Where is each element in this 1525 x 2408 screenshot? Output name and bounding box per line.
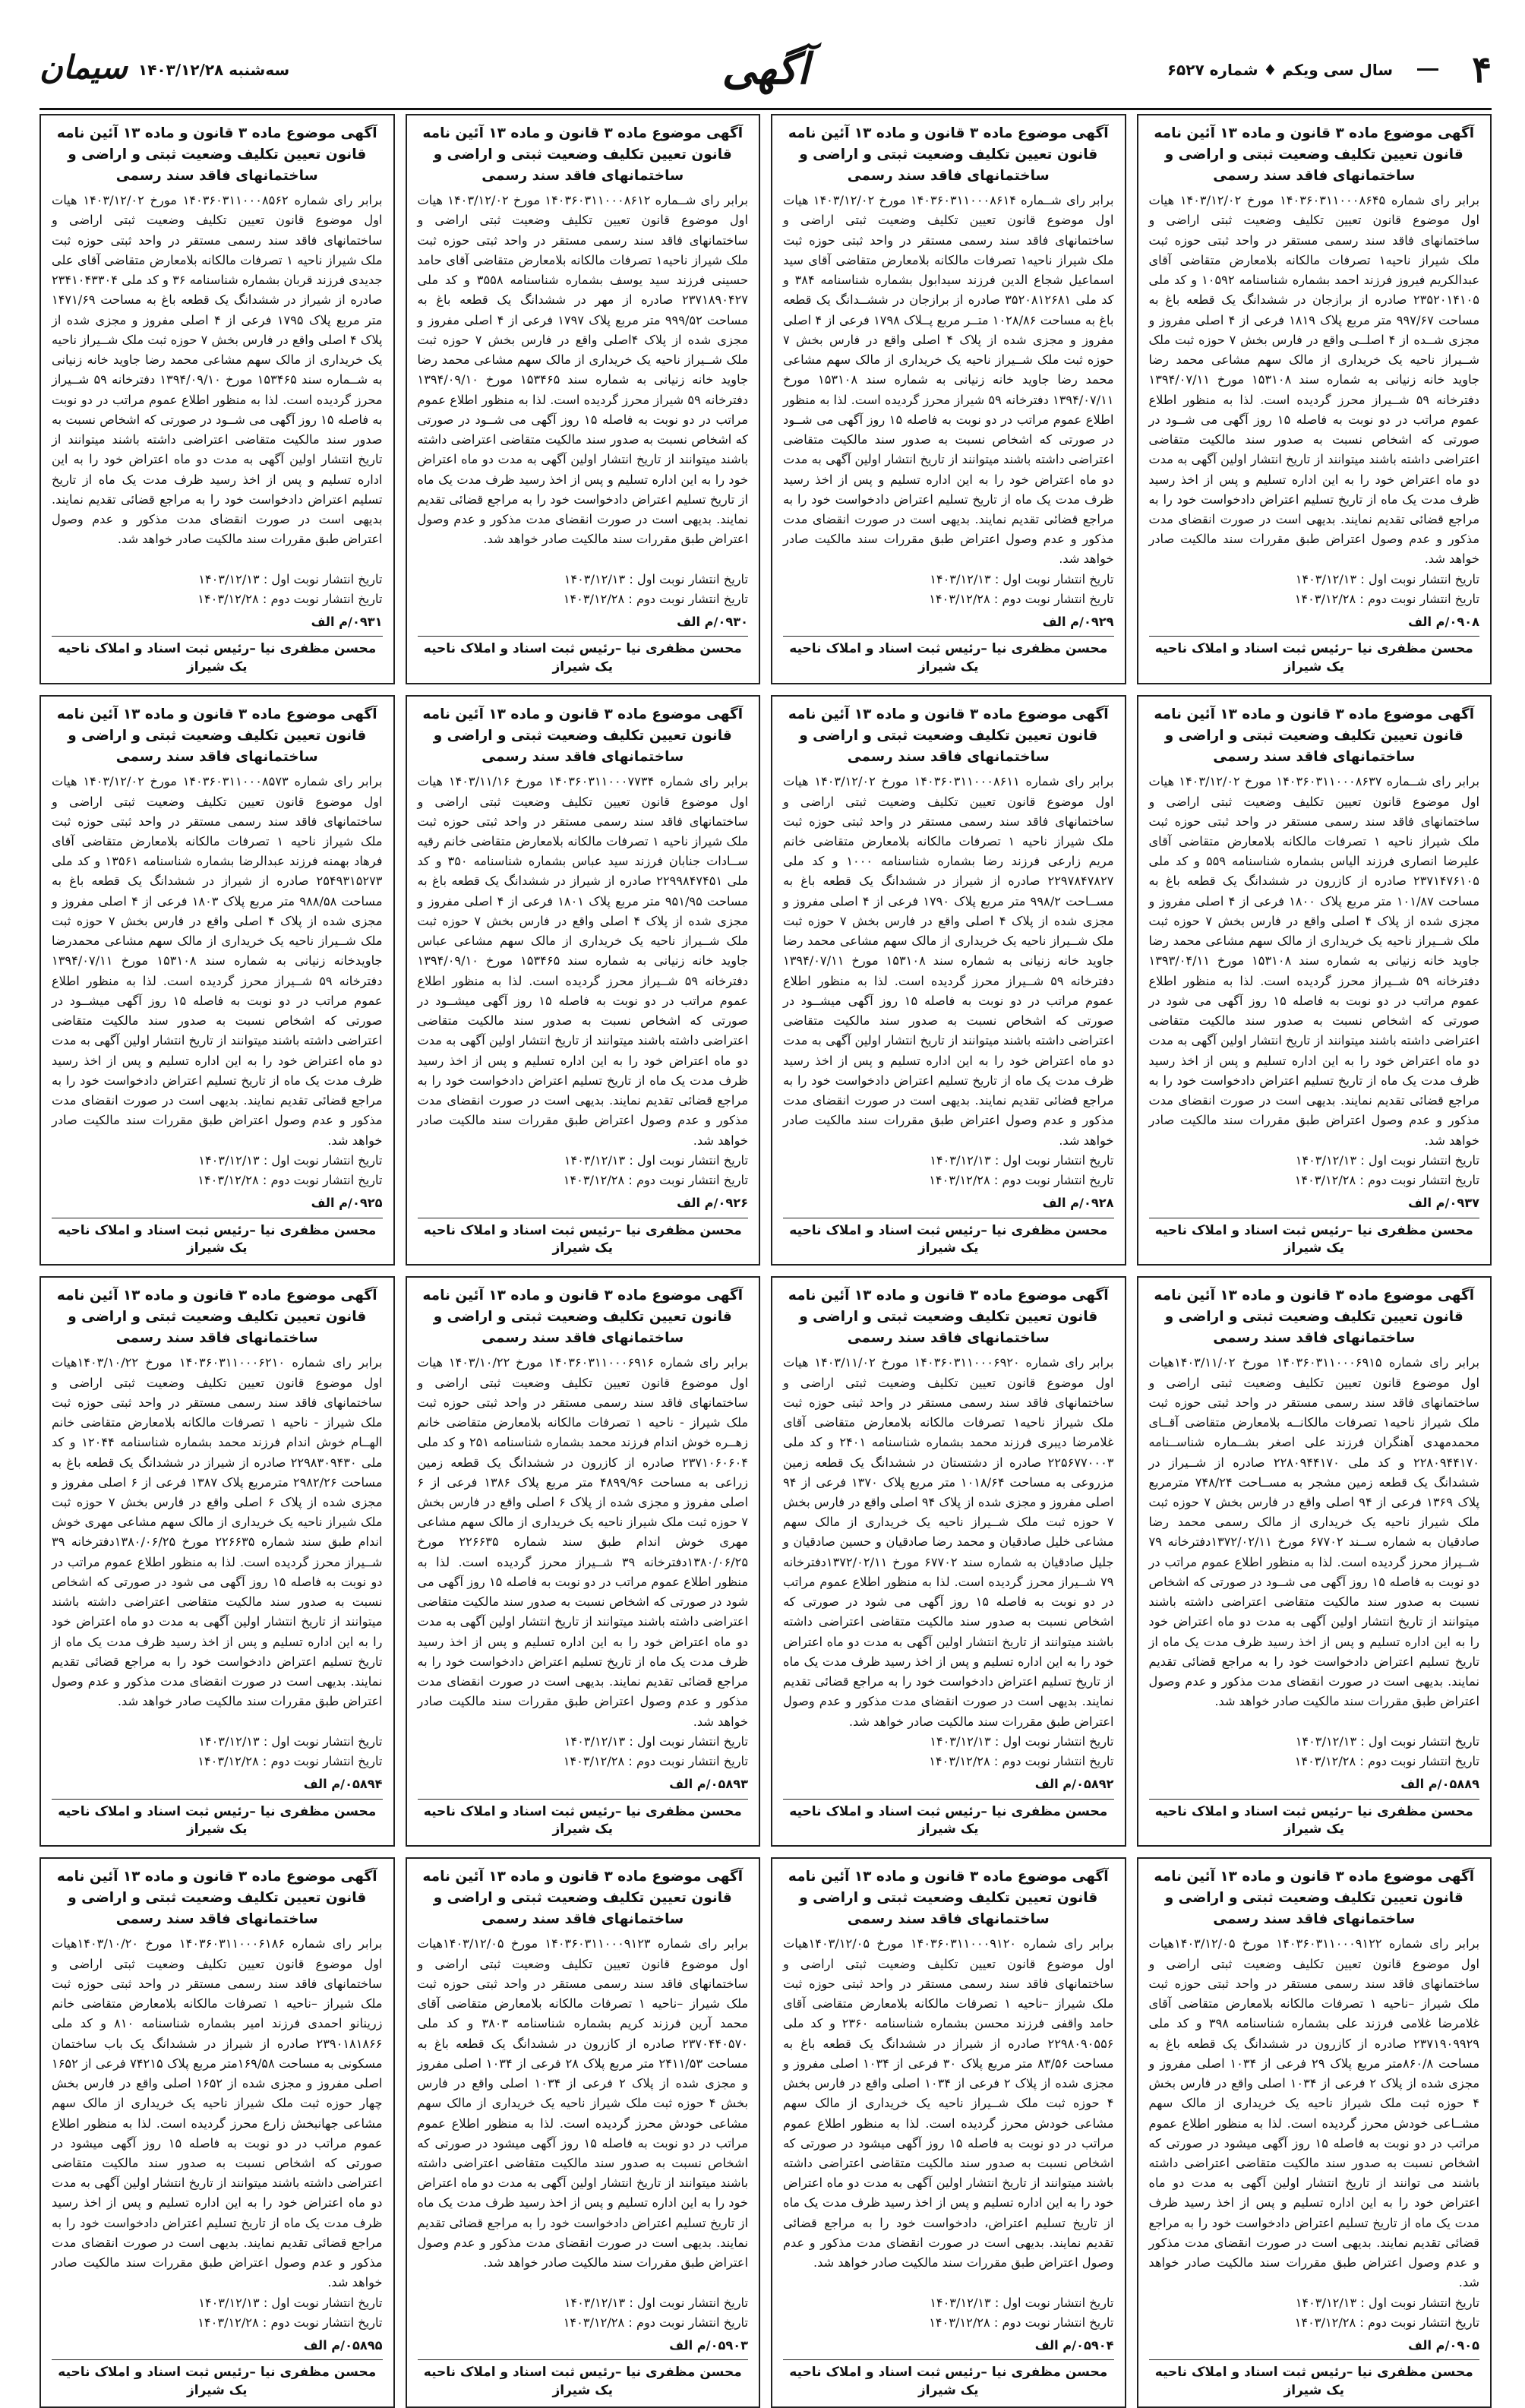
notice-body: برابر رای شماره ۱۴۰۳۶۰۳۱۱۰۰۰۷۷۳۴ مورخ ۱۴۰۳/۱۱/۱۶ هیات اول موضوع قانون تعیین تکلیف وضعیت ثبتی اراضی و ساختمانهای فاقد سند رسمی مستقر در واحد ثبتی حوزه ثبت ملک شیراز ناحیه ۱ تصرفات مالکانه بلامعارض متقاضی خانم رقیه ســادات جنابان فرزند سید عباس بشماره شناسنامه ۳۵۰ و کد ملی ۲۲۹۹۸۴۷۴۵۱ صادره از شیراز در ششدانگ یک قطعه باغ به مساحت ۹۵۱/۹۵ متر مربع پلاک ۱۸۰۱ فرعی از ۴ اصلی مفروز و مجزی شده از پلاک ۴ اصلی واقع در فارس بخش ۷ حوزه ثبت ملک شــیراز ناحیه یک خریداری از مالک سهم مشاعی عباس جاوید خانه زنیانی به شماره سند ۱۵۳۴۶۵ مورخ ۱۳۹۴/۰۹/۱۰ دفترخانه ۵۹ شــیراز محرز گردیده است. لذا به منظور اطلاع عموم مراتب در دو نوبت به فاصله ۱۵ روز آگهی میشــود در صورتی که اشخاص نسبت به صدور سند مالکیت متقاضی اعتراضی داشته باشند میتوانند از تاریخ انتشار اولین آگهی به مدت دو ماه اعتراض خود را به این اداره تسلیم و پس از اخذ رسید ظرف مدت یک ماه از تاریخ تسلیم اعتراض دادخواست خود را به مراجع قضائی تقدیم نمایند. بدیهی است در صورت انقضای مدت مذکور و عدم وصول اعتراض طبق مقررات سند مالکیت صادر خواهد شد. — [417, 774, 749, 1148]
notice-first-date: تاریخ انتشار نوبت اول : ۱۴۰۳/۱۲/۱۳ — [1295, 2295, 1479, 2310]
notice-reference: ۰۵۸۹۲/م الف — [1034, 1776, 1114, 1791]
notice-title: آگهی موضوع ماده ۳ قانون و ماده ۱۳ آئین نامه قانون تعیین تکلیف وضعیت ثبتی و اراضی و ساختمانهای فاقد سند رسمی — [1154, 706, 1475, 765]
legal-notice — [771, 114, 1126, 684]
notice-title: آگهی موضوع ماده ۳ قانون و ماده ۱۳ آئین نامه قانون تعیین تکلیف وضعیت ثبتی و اراضی و ساختمانهای فاقد سند رسمی — [788, 1869, 1109, 1927]
notice-signature: محسن مظفری نیا –رئیس ثبت اسناد و املاک ناحیه یک شیراز — [783, 636, 1114, 677]
notice-body: برابر رای شماره ۱۴۰۳۶۰۳۱۱۰۰۰۶۱۸۶ مورخ ۱۴۰۳/۱۰/۲۰هیات اول موضوع قانون تعیین تکلیف وضعیت ثبتی اراضی و ساختمانهای فاقد سند رسمی مستقر در واحد ثبتی حوزه ثبت ملک شیراز –ناحیه ۱ تصرفات مالکانه بلامعارض متقاضی خانم زرینانو احمدی فرزند امیر بشماره شناسنامه ۸۱۰ و کد ملی ۲۳۹۰۱۸۱۸۶۶ صادره از شیراز در ششدانگ یک باب ساختمان مسکونی به مساحت ۱۶۹/۵۸متر مربع پلاک ۷۴۲۱۵ فرعی از ۱۶۵۲ اصلی مفروز و مجزی شده از ۱۶۵۲ اصلی واقع در فارس بخش چهار حوزه ثبت ملک شیراز ناحیه یک خریداری از مالک سهم مشاعی جهانبخش زارع محرز گردیده است. لذا به منظور اطلاع عموم مراتب در دو نوبت به فاصله ۱۵ روز آگهی میشود در صورتی که اشخاص نسبت به صدور سند مالکیت متقاضی اعتراضی داشته باشند میتوانند از تاریخ انتشار اولین آگهی به مدت دو ماه اعتراض خود را به این اداره تسلیم و پس از اخذ رسید ظرف مدت یک ماه از تاریخ تسلیم اعتراض دادخواست خود را به مراجع قضائی تقدیم نمایند. بدیهی است در صورت انقضای مدت مذکور و عدم وصول اعتراض طبق مقررات سند مالکیت صادر خواهد شد. — [52, 1936, 383, 2290]
notice-first-date: تاریخ انتشار نوبت اول : ۱۴۰۳/۱۲/۱۳ — [198, 1733, 383, 1749]
notice-second-date: تاریخ انتشار نوبت دوم : ۱۴۰۳/۱۲/۲۸ — [563, 2315, 748, 2330]
notice-body: برابر رای شماره ۱۴۰۳۶۰۳۱۱۰۰۰۹۱۲۲ مورخ ۱۴۰۳/۱۲/۰۵هیات اول موضوع قانون تعیین تکلیف وضعیت ثبتی اراضی و ساختمانهای فاقد سند رسمی مستقر در واحد ثبتی حوزه ثبت ملک شیراز –ناحیه ۱ تصرفات مالکانه بلامعارض متقاضی آقای غلامرضا غلامی فرزند علی بشماره شناسنامه ۳۹۸ و کد ملی ۲۳۷۱۹۰۹۹۲۹ صادره از کازرون در ششدانگ یک قطعه باغ به مساحت ۸۶۰/۸متر مربع پلاک ۲۹ فرعی از ۱۰۳۴ اصلی مفروز و مجزی شده از پلاک ۲ فرعی از ۱۰۳۴ اصلی واقع در فارس بخش ۴ حوزه ثبت ملک شیراز ناحیه یک خریداری از مالک سهم مشــاعی خودش محرز گردیده است. لذا به منظور اطلاع عموم مراتب در دو نوبت به فاصله ۱۵ روز آگهی میشود در صورتی که اشخاص نسبت به صدور سند مالکیت متقاضی اعتراضی داشته باشند می توانند از تاریخ انتشار اولین آگهی به مدت دو ماه اعتراض خود را به این اداره تسلیم و پس از اخذ رسید ظرف مدت یک ماه از تاریخ تسلیم اعتراض دادخواست خود را به مراجع قضائی تقدیم نمایند. بدیهی است در صورت انقضای مدت مذکور و عدم وصول اعتراض طبق مقررات سند مالکیت صادر خواهد شد. — [1148, 1936, 1479, 2290]
notice-body: برابر رای شماره ۱۴۰۳۶۰۳۱۱۰۰۰۶۹۱۶ مورخ ۱۴۰۳/۱۰/۲۲ هیات اول موضوع قانون تعیین تکلیف وضعیت ثبتی اراضی و ساختمانهای فاقد سند رسمی مستقر در واحد ثبتی حوزه ثبت ملک شیراز - ناحیه ۱ تصرفات مالکانه بلامعارض متقاضی خانم زهــره خوش اندام فرزند محمد بشماره شناسنامه ۲۵۱ و کد ملی ۲۳۷۱۰۶۰۶۰۴ صادره از کازرون در ششدانگ یک قطعه زمین زراعی به مساحت ۴۸۹۹/۹۶ متر مربع پلاک ۱۳۸۶ فرعی از ۶ اصلی مفروز و مجزی شده از پلاک ۶ اصلی واقع در فارس بخش ۷ حوزه ثبت ملک شیراز ناحیه یک خریداری از مالک سهم مشاعی مهری خوش اندام طبق سند شماره ۲۲۶۶۳۵ مورخ ۱۳۸۰/۰۶/۲۵دفترخانه ۳۹ شــیراز محرز گردیده است. لذا به منظور اطلاع عموم مراتب در دو نوبت به فاصله ۱۵ روز آگهی می شود در صورتی که اشخاص نسبت به صدور سند مالکیت متقاضی اعتراضی داشته باشند میتوانند از تاریخ انتشار اولین آگهی به مدت دو ماه اعتراض خود را به این اداره تسلیم و پس از اخذ رسید ظرف مدت یک ماه از تاریخ تسلیم اعتراض دادخواست خود را به مراجع قضائی تقدیم نمایند. بدیهی است در صورت انقضای مدت مذکور و عدم وصول اعتراض طبق مقررات سند مالکیت صادر خواهد شد. — [417, 1355, 749, 1729]
notice-body: برابر رای شماره ۱۴۰۳۶۰۳۱۱۰۰۰۹۱۲۰ مورخ ۱۴۰۳/۱۲/۰۵هیات اول موضوع قانون تعیین تکلیف وضعیت ثبتی اراضی و ساختمانهای فاقد سند رسمی مستقر در واحد ثبتی حوزه ثبت ملک شیراز –ناحیه ۱ تصرفات مالکانه بلامعارض متقاضی آقای حامد واقفی فرزند محسن بشماره شناسنامه ۲۳۶۰ و کد ملی ۲۲۹۸۰۹۰۵۵۶ صادره از شیراز در ششدانگ یک قطعه باغ به مساحت ۸۳/۵۶ متر مربع پلاک ۳۰ فرعی از ۱۰۳۴ اصلی مفروز و مجزی شده از پلاک ۲ فرعی از ۱۰۳۴ اصلی واقع در فارس بخش ۴ حوزه ثبت ملک شــیراز ناحیه یک خریداری از مالک سهم مشاعی خودش محرز گردیده است. لذا به منظور اطلاع عموم مراتب در دو نوبت به فاصله ۱۵ روز آگهی میشود در صورتی که اشخاص نسبت به صدور سند مالکیت متقاضی اعتراضی داشته باشند میتوانند از تاریخ انتشار اولین آگهی به مدت دو ماه اعتراض خود را به این اداره تسلیم و پس از اخذ رسید ظرف مدت یک ماه از تاریخ تسلیم اعتراض، دادخواست خود را به مراجع قضائی تقدیم نمایند. بدیهی است در صورت انقضای مدت مذکور و عدم وصول اعتراض طبق مقررات سند مالکیت صادر خواهد شد. — [783, 1936, 1114, 2271]
notice-signature: محسن مظفری نیا –رئیس ثبت اسناد و املاک ناحیه یک شیراز — [783, 1218, 1114, 1259]
notice-body: برابر رای شماره ۱۴۰۳۶۰۳۱۱۰۰۰۹۱۲۳ مورخ ۱۴۰۳/۱۲/۰۵هیات اول موضوع قانون تعیین تکلیف وضعیت ثبتی اراضی و ساختمانهای فاقد سند رسمی مستقر در واحد ثبتی حوزه ثبت ملک شیراز –ناحیه ۱ تصرفات مالکانه بلامعارض متقاضی آقای محمد آرین فرزند کریم بشماره شناسنامه ۳۸۰۳ و کد ملی ۲۳۷۰۴۴۰۵۷۰ صادره از کازرون در ششدانگ یک قطعه باغ به مساحت ۲۴۱۱/۵۳ متر مربع پلاک ۲۸ فرعی از ۱۰۳۴ اصلی مفروز و مجزی شده از پلاک ۲ فرعی از ۱۰۳۴ اصلی واقع در فارس بخش ۴ حوزه ثبت ملک شیراز ناحیه یک خریداری از مالک سهم مشاعی خودش محرز گردیده است. لذا به منظور اطلاع عموم مراتب در دو نوبت به فاصله ۱۵ روز آگهی میشود در صورتی که اشخاص نسبت به صدور سند مالکیت متقاضی اعتراضی داشته باشند میتوانند از تاریخ انتشار اولین آگهی به مدت دو ماه اعتراض خود را به این اداره تسلیم و پس از اخذ رسید ظرف مدت یک ماه از تاریخ تسلیم اعتراض دادخواست خود را به مراجع قضائی تقدیم نمایند. بدیهی است در صورت انقضای مدت مذکور و عدم وصول اعتراض طبق مقررات سند مالکیت صادر خواهد شد. — [417, 1936, 749, 2271]
legal-notice — [1137, 1276, 1492, 1847]
issue-info: سال سی ویکم ♦ شماره ۶۵۲۷ — [1167, 61, 1393, 79]
notice-first-date: تاریخ انتشار نوبت اول : ۱۴۰۳/۱۲/۱۳ — [1295, 1152, 1479, 1168]
legal-notice — [406, 114, 761, 684]
notice-title: آگهی موضوع ماده ۳ قانون و ماده ۱۳ آئین نامه قانون تعیین تکلیف وضعیت ثبتی و اراضی و ساختمانهای فاقد سند رسمی — [1154, 1288, 1475, 1346]
notice-first-date: تاریخ انتشار نوبت اول : ۱۴۰۳/۱۲/۱۳ — [1295, 1733, 1479, 1749]
notice-reference: ۰۹۰۸/م الف — [1408, 614, 1479, 629]
notice-first-date: تاریخ انتشار نوبت اول : ۱۴۰۳/۱۲/۱۳ — [564, 1733, 748, 1749]
notice-first-date: تاریخ انتشار نوبت اول : ۱۴۰۳/۱۲/۱۳ — [930, 1152, 1114, 1168]
notice-body: برابر رای شماره ۱۴۰۳۶۰۳۱۱۰۰۰۶۹۱۵ مورخ ۱۴۰۳/۱۱/۰۲هیات اول موضوع قانون تعیین تکلیف وضعیت ثبتی اراضی و ساختمانهای فاقد سند رسمی مستقر در واحد ثبتی حوزه ثبت ملک شیراز ناحیه۱ تصرفات مالکانــه بلامعارض متقاضی آقــای محمدمهدی آهنگران فرزند علی اصغر بشــماره شناســنامه ۲۲۸۰۹۴۴۱۷۰ و کد ملی ۲۲۸۰۹۴۴۱۷۰ صادره از شــیراز در ششدانگ یک قطعه زمین مشجر به مســاحت ۷۴۸/۲۴ مترمربع پلاک ۱۳۶۹ فرعی از ۹۴ اصلی واقع در فارس بخش ۷ حوزه ثبت ملک شیراز ناحیه یک خریداری از مالک رسمی محمد رضا صادقیان به شماره ســند ۶۷۷۰۲ مورخ ۱۳۷۲/۰۲/۱۱دفترخانه ۷۹ شــیراز محرز گردیده است. لذا به منظور اطلاع عموم مراتب در دو نوبت به فاصله ۱۵ روز آگهی می شــود در صورتی که اشخاص نسبت به صدور سند مالکیت متقاضی اعتراضی داشته باشند میتوانند از تاریخ انتشار اولین آگهی به مدت دو ماه اعتراض خود را به این اداره تسلیم و پس از اخذ رسید ظرف مدت یک ماه از تاریخ تسلیم اعتراض دادخواست خود را به مراجع قضائی تقدیم نمایند. بدیهی است در صورت انقضای مدت مذکور و عدم وصول اعتراض طبق مقررات سند مالکیت صادر خواهد شد. — [1148, 1355, 1480, 1709]
notice-reference: ۰۵۸۸۹/م الف — [1400, 1776, 1479, 1791]
notice-reference: ۰۹۰۵/م الف — [1408, 2337, 1479, 2353]
notice-reference: ۰۹۲۶/م الف — [677, 1195, 748, 1210]
notice-reference: ۰۵۹۰۳/م الف — [669, 2337, 748, 2353]
notice-reference: ۰۹۳۷/م الف — [1408, 1195, 1479, 1210]
notice-signature: محسن مظفری نیا –رئیس ثبت اسناد و املاک ناحیه یک شیراز — [1149, 1218, 1480, 1259]
notice-body: برابر رای شــماره ۱۴۰۳۶۰۳۱۱۰۰۰۸۶۳۷ مورخ ۱۴۰۳/۱۲/۰۲ هیات اول موضوع قانون تعیین تکلیف وضعیت ثبتی اراضی و ساختمانهای فاقد سند رسمی مستقر در واحد ثبتی حوزه ثبت ملک شیراز ناحیه ۱ تصرفات مالکانه بلامعارض متقاضی آقای علیرضا انصاری فرزند الیاس بشماره شناسنامه ۵۵۹ و کد ملی ۲۳۷۱۴۷۶۱۰۵ صادره از کازرون در ششدانگ یک قطعه باغ به مساحت ۱۰۱/۸۷ متر مربع پلاک ۱۸۰۰ فرعی از ۴ اصلی مفروز و مجزی شده از پلاک ۴ اصلی واقع در فارس بخش ۷ حوزه ثبت ملک شــیراز ناحیه یک خریداری از مالک سهم مشاعی محمد رضا جاوید خانه زنیانی به شماره سند ۱۵۳۱۰۸ مورخ ۱۳۹۳/۰۴/۱۱ دفترخانه ۵۹ شــیراز محرز گردیده است. لذا به منظور اطلاع عموم مراتب در دو نوبت به فاصله ۱۵ روز آگهی می شود در صورتی که اشخاص نسبت به صدور سند مالکیت متقاضی اعتراضی داشته باشند میتوانند از تاریخ انتشار اولین آگهی به مدت دو ماه اعتراض خود را به این اداره تسلیم و پس از اخذ رسید ظرف مدت یک ماه از تاریخ تسلیم اعتراض دادخواست خود را به مراجع قضائی تقدیم نمایند. بدیهی است در صورت انقضای مدت مذکور و عدم وصول اعتراض طبق مقررات سند مالکیت صادر خواهد شد. — [1148, 774, 1480, 1148]
legal-notice — [1137, 114, 1492, 684]
notice-reference: ۰۵۸۹۳/م الف — [669, 1776, 748, 1791]
legal-notice — [39, 695, 395, 1266]
notice-second-date: تاریخ انتشار نوبت دوم : ۱۴۰۳/۱۲/۲۸ — [1294, 1172, 1479, 1187]
notice-signature: محسن مظفری نیا –رئیس ثبت اسناد و املاک ناحیه یک شیراز — [1149, 2359, 1480, 2400]
notice-reference: ۰۹۲۵/م الف — [311, 1195, 383, 1210]
notice-signature: محسن مظفری نیا –رئیس ثبت اسناد و املاک ناحیه یک شیراز — [52, 636, 383, 677]
legal-notice — [39, 114, 395, 684]
legal-notice — [406, 695, 761, 1266]
notice-reference: ۰۵۹۰۴/م الف — [1034, 2337, 1114, 2353]
notice-title: آگهی موضوع ماده ۳ قانون و ماده ۱۳ آئین نامه قانون تعیین تکلیف وضعیت ثبتی و اراضی و ساختمانهای فاقد سند رسمی — [788, 125, 1109, 184]
notice-second-date: تاریخ انتشار نوبت دوم : ۱۴۰۳/۱۲/۲۸ — [563, 1172, 748, 1187]
legal-notice — [406, 1276, 761, 1847]
notice-signature: محسن مظفری نیا –رئیس ثبت اسناد و املاک ناحیه یک شیراز — [418, 636, 749, 677]
notice-signature: محسن مظفری نیا –رئیس ثبت اسناد و املاک ناحیه یک شیراز — [418, 1799, 749, 1840]
notice-title: آگهی موضوع ماده ۳ قانون و ماده ۱۳ آئین نامه قانون تعیین تکلیف وضعیت ثبتی و اراضی و ساختمانهای فاقد سند رسمی — [422, 125, 744, 184]
notice-reference: ۰۹۳۱/م الف — [311, 614, 383, 629]
notice-first-date: تاریخ انتشار نوبت اول : ۱۴۰۳/۱۲/۱۳ — [198, 2295, 383, 2310]
notice-body: برابر رای شماره ۱۴۰۳۶۰۳۱۱۰۰۰۸۶۴۵ مورخ ۱۴۰۳/۱۲/۰۲ هیات اول موضوع قانون تعیین تکلیف وضعیت ثبتی اراضی و ساختمانهای فاقد سند رسمی مستقر در واحد ثبتی حوزه ثبت ملک شیراز ناحیه۱ تصرفات مالکانه بلامعارض متقاضی آقای عبدالکریم فیروز فرزند احمد بشماره شناسنامه ۱۰۵۹۲ و کد ملی ۲۳۵۲۰۱۴۱۰۵ صادره از برازجان در ششدانگ یک قطعه باغ به مساحت ۹۹۷/۶۷ متر مربع پلاک ۱۸۱۹ فرعی از ۴ اصلی مفروز و مجزی شــده از ۴ اصلــی واقع در فارس بخش ۷ حوزه ثبت ملک شــیراز ناحیه یک خریداری از مالک سهم مشاعی محمد رضا جاوید خانه زنیانی به شماره سند ۱۵۳۱۰۸ مورخ ۱۳۹۴/۰۷/۱۱ دفترخانه ۵۹ شــیراز محرز گردیده است. لذا به منظور اطلاع عموم مراتب در دو نوبت به فاصله ۱۵ روز آگهی می شــود در صورتی که اشخاص نسبت به صدور سند مالکیت متقاضی اعتراضی داشته باشند میتوانند از تاریخ انتشار اولین آگهی به مدت دو ماه اعتراض خود را به این اداره تسلیم و پس از اخذ رسید ظرف مدت یک ماه از تاریخ تسلیم اعتراض دادخواست خود را به مراجع قضائی تقدیم نمایند. بدیهی است در صورت انقضای مدت مذکور و عدم وصول اعتراض طبق مقررات سند مالکیت صادر خواهد شد. — [1148, 193, 1480, 567]
notice-first-date: تاریخ انتشار نوبت اول : ۱۴۰۳/۱۲/۱۳ — [564, 1152, 748, 1168]
legal-notice — [771, 1857, 1126, 2408]
notice-body: برابر رای شــماره ۱۴۰۳۶۰۳۱۱۰۰۰۸۶۱۴ مورخ ۱۴۰۳/۱۲/۰۲ هیات اول موضوع قانون تعیین تکلیف وضعیت ثبتی اراضی و ساختمانهای فاقد سند رسمی مستقر در واحد ثبتی حوزه ثبت ملک شیراز ناحیه۱ تصرفات مالکانه بلامعارض متقاضی آقای سید اسماعیل شجاع الدین فرزند سیدابول بشماره شناسنامه ۳۸۴ و کد ملی ۳۵۲۰۸۱۲۶۸۱ صادره از برازجان در ششــدانگ یک قطعه باغ به مساحت ۱۰۲۸/۸۶ متــر مربع پــلاک ۱۷۹۸ فرعی از ۴ اصلی مفروز و مجزی شده از پلاک ۴ اصلی واقع در فارس بخش ۷ حوزه ثبت ملک شــیراز ناحیه یک خریداری از مالک سهم مشاعی محمد رضا جاوید خانه زنیانی به شماره سند ۱۵۳۱۰۸ مورخ ۱۳۹۴/۰۷/۱۱ دفترخانه ۵۹ شیراز محرز گردیده است. لذا به منظور اطلاع عموم مراتب در دو نوبت به فاصله ۱۵ روز آگهی می شــود در صورتی که اشخاص نسبت به صدور سند مالکیت متقاضی اعتراضی داشته باشند میتوانند از تاریخ انتشار اولین آگهی به مدت دو ماه اعتراض خود را به این اداره تسلیم و پس از اخذ رسید ظرف مدت یک ماه از تاریخ تسلیم اعتراض دادخواست خود را به مراجع قضائی تقدیم نمایند. بدیهی است در صورت انقضای مدت مذکور و عدم وصول اعتراض طبق مقررات سند مالکیت صادر خواهد شد. — [783, 193, 1114, 567]
notice-second-date: تاریخ انتشار نوبت دوم : ۱۴۰۳/۱۲/۲۸ — [929, 1172, 1114, 1187]
notice-second-date: تاریخ انتشار نوبت دوم : ۱۴۰۳/۱۲/۲۸ — [563, 1753, 748, 1768]
notice-second-date: تاریخ انتشار نوبت دوم : ۱۴۰۳/۱۲/۲۸ — [1294, 591, 1479, 606]
notice-title: آگهی موضوع ماده ۳ قانون و ماده ۱۳ آئین نامه قانون تعیین تکلیف وضعیت ثبتی و اراضی و ساختمانهای فاقد سند رسمی — [422, 1288, 744, 1346]
notice-body: برابر رای شماره ۱۴۰۳۶۰۳۱۱۰۰۰۶۲۱۰ مورخ ۱۴۰۳/۱۰/۲۲هیات اول موضوع قانون تعیین تکلیف وضعیت ثبتی اراضی و ساختمانهای فاقد سند رسمی مستقر در واحد ثبتی حوزه ثبت ملک شیراز - ناحیه ۱ تصرفات مالکانه بلامعارض متقاضی خانم الهــام خوش اندام فرزند محمد بشماره شناسنامه ۱۲۰۴۴ و کد ملی ۲۲۹۸۳۰۹۴۳۰ صادره از شیراز در ششدانگ یک قطعه باغ به مساحت ۲۹۸۲/۲۶ مترمربع پلاک ۱۳۸۷ فرعی از ۶ اصلی مفروز و مجزی شده از پلاک ۶ اصلی واقع در فارس بخش ۷ حوزه ثبت ملک شیراز ناحیه یک خریداری از مالک سهم مشاعی مهری خوش اندام طبق سند شماره ۲۲۶۶۳۵ مورخ ۱۳۸۰/۰۶/۲۵دفترخانه ۳۹ شــیراز محرز گردیده است. لذا به منظور اطلاع عموم مراتب در دو نوبت به فاصله ۱۵ روز آگهی می شود در صورتی که اشخاص نسبت به صدور سند مالکیت متقاضی اعتراضی داشته باشند میتوانند از تاریخ انتشار اولین آگهی به مدت دو ماه اعتراض خود را به این اداره تسلیم و پس از اخذ رسید ظرف مدت یک ماه از تاریخ تسلیم اعتراض دادخواست خود را به مراجع قضائی تقدیم نمایند. بدیهی است در صورت انقضای مدت مذکور و عدم وصول اعتراض طبق مقررات سند مالکیت صادر خواهد شد. — [52, 1355, 383, 1709]
notice-title: آگهی موضوع ماده ۳ قانون و ماده ۱۳ آئین نامه قانون تعیین تکلیف وضعیت ثبتی و اراضی و ساختمانهای فاقد سند رسمی — [1154, 125, 1475, 184]
notice-signature: محسن مظفری نیا –رئیس ثبت اسناد و املاک ناحیه یک شیراز — [52, 1218, 383, 1259]
ads-grid — [39, 114, 1492, 2399]
notice-body: برابر رای شماره ۱۴۰۳۶۰۳۱۱۰۰۰۸۶۱۱ مورخ ۱۴۰۳/۱۲/۰۲ هیات اول موضوع قانون تعیین تکلیف وضعیت ثبتی اراضی و ساختمانهای فاقد سند رسمی مستقر در واحد ثبتی حوزه ثبت ملک شیراز ناحیه ۱ تصرفات مالکانه بلامعارض متقاضی خانم مریم زارعی فرزند رضا بشماره شناسنامه ۱۰۰۰ و کد ملی ۲۲۹۷۸۴۷۸۲۷ صادره از شیراز در ششدانگ یک قطعه باغ به مســاحت ۹۹۸/۲ متر مربع پلاک ۱۷۹۰ فرعی از ۴ اصلی مفروز و مجزی شده از پلاک ۴ اصلی واقع در فارس بخش ۷ حوزه ثبت ملک شــیراز ناحیه یک خریداری از مالک سهم مشاعی محمد رضا جاوید خانه زنیانی به شماره سند ۱۵۳۱۰۸ مورخ ۱۳۹۴/۰۷/۱۱ دفترخانه ۵۹ شــیراز محرز گردیده است. لذا به منظور اطلاع عموم مراتب در دو نوبت به فاصله ۱۵ روز آگهی میشــود در صورتی که اشخاص نسبت به صدور سند مالکیت متقاضی اعتراضی داشته باشند میتوانند از تاریخ انتشار اولین آگهی به مدت دو ماه اعتراض خود را به این اداره تسلیم و پس از اخذ رسید ظرف مدت یک ماه از تاریخ تسلیم اعتراض دادخواست خود را به مراجع قضائی تقدیم نمایند. بدیهی است در صورت انقضای مدت مذکور و عدم وصول اعتراض طبق مقررات سند مالکیت صادر خواهد شد. — [783, 774, 1114, 1148]
notice-signature: محسن مظفری نیا –رئیس ثبت اسناد و املاک ناحیه یک شیراز — [783, 2359, 1114, 2400]
notice-second-date: تاریخ انتشار نوبت دوم : ۱۴۰۳/۱۲/۲۸ — [563, 591, 748, 606]
legal-notice — [406, 1857, 761, 2408]
notice-first-date: تاریخ انتشار نوبت اول : ۱۴۰۳/۱۲/۱۳ — [1295, 571, 1479, 586]
notice-body: برابر رای شماره ۱۴۰۳۶۰۳۱۱۰۰۰۸۵۶۲ مورخ ۱۴۰۳/۱۲/۰۲ هیات اول موضوع قانون تعیین تکلیف وضعیت ثبتی اراضی و ساختمانهای فاقد سند رسمی مستقر در واحد ثبتی حوزه ثبت ملک شیراز ناحیه ۱ تصرفات مالکانه بلامعارض متقاضی آقای علی جدیدی فرزند قربان بشماره شناسنامه ۳۶ و کد ملی ۲۳۴۱۰۴۳۳۰۴ صادره از شیراز در ششدانگ یک قطعه باغ به مساحت ۱۴۷۱/۶۹ متر مربع پلاک ۱۷۹۵ فرعی از ۴ اصلی مفروز و مجزی شده از پلاک ۴ اصلی واقع در فارس بخش ۷ حوزه ثبت ملک شــیراز ناحیه یک خریداری از مالک سهم مشاعی محمد رضا جاوید خانه زنیانی به شــماره سند ۱۵۳۴۶۵ مورخ ۱۳۹۴/۰۹/۱۰ دفترخانه ۵۹ شــیراز محرز گردیده است. لذا به منظور اطلاع عموم مراتب در دو نوبت به فاصله ۱۵ روز آگهی می شــود در صورتی که اشخاص نسبت به صدور سند مالکیت متقاضی اعتراضی داشته باشند میتوانند از تاریخ انتشار اولین آگهی به مدت دو ماه اعتراض خود را به این اداره تسلیم و پس از اخذ رسید ظرف مدت یک ماه از تاریخ تسلیم اعتراض دادخواست خود را به مراجع قضائی تقدیم نمایند. بدیهی است در صورت انقضای مدت مذکور و عدم وصول اعتراض طبق مقررات سند مالکیت صادر خواهد شد. — [51, 193, 383, 547]
notice-title: آگهی موضوع ماده ۳ قانون و ماده ۱۳ آئین نامه قانون تعیین تکلیف وضعیت ثبتی و اراضی و ساختمانهای فاقد سند رسمی — [1154, 1869, 1475, 1927]
notice-title: آگهی موضوع ماده ۳ قانون و ماده ۱۳ آئین نامه قانون تعیین تکلیف وضعیت ثبتی و اراضی و ساختمانهای فاقد سند رسمی — [788, 706, 1109, 765]
notice-second-date: تاریخ انتشار نوبت دوم : ۱۴۰۳/۱۲/۲۸ — [929, 2315, 1114, 2330]
notice-title: آگهی موضوع ماده ۳ قانون و ماده ۱۳ آئین نامه قانون تعیین تکلیف وضعیت ثبتی و اراضی و ساختمانهای فاقد سند رسمی — [56, 125, 377, 184]
notice-title: آگهی موضوع ماده ۳ قانون و ماده ۱۳ آئین نامه قانون تعیین تکلیف وضعیت ثبتی و اراضی و ساختمانهای فاقد سند رسمی — [422, 706, 744, 765]
legal-notice — [1137, 1857, 1492, 2408]
notice-reference: ۰۵۸۹۵/م الف — [303, 2337, 383, 2353]
notice-title: آگهی موضوع ماده ۳ قانون و ماده ۱۳ آئین نامه قانون تعیین تکلیف وضعیت ثبتی و اراضی و ساختمانهای فاقد سند رسمی — [56, 1288, 377, 1346]
notice-first-date: تاریخ انتشار نوبت اول : ۱۴۰۳/۱۲/۱۳ — [564, 571, 748, 586]
header-rule — [39, 108, 1492, 110]
notice-reference: ۰۹۲۹/م الف — [1042, 614, 1114, 629]
notice-second-date: تاریخ انتشار نوبت دوم : ۱۴۰۳/۱۲/۲۸ — [1294, 2315, 1479, 2330]
newspaper-logo: سیمان — [39, 49, 128, 86]
notice-signature: محسن مظفری نیا –رئیس ثبت اسناد و املاک ناحیه یک شیراز — [52, 2359, 383, 2400]
notice-title: آگهی موضوع ماده ۳ قانون و ماده ۱۳ آئین نامه قانون تعیین تکلیف وضعیت ثبتی و اراضی و ساختمانهای فاقد سند رسمی — [422, 1869, 744, 1927]
section-title: آگهی — [721, 44, 810, 94]
notice-signature: محسن مظفری نیا –رئیس ثبت اسناد و املاک ناحیه یک شیراز — [1149, 636, 1480, 677]
notice-reference: ۰۹۳۰/م الف — [677, 614, 748, 629]
notice-second-date: تاریخ انتشار نوبت دوم : ۱۴۰۳/۱۲/۲۸ — [197, 1753, 383, 1768]
notice-first-date: تاریخ انتشار نوبت اول : ۱۴۰۳/۱۲/۱۳ — [930, 571, 1114, 586]
notice-body: برابر رای شماره ۱۴۰۳۶۰۳۱۱۰۰۰۶۹۲۰ مورخ ۱۴۰۳/۱۱/۰۲ هیات اول موضوع قانون تعیین تکلیف وضعیت ثبتی اراضی و ساختمانهای فاقد سند رسمی مستقر در واحد ثبتی حوزه ثبت ملک شیراز ناحیه۱ تصرفات مالکانه بلامعارض متقاضی آقای غلامرضا دیبری فرزند محمد بشماره شناسنامه ۲۴۰۱ و کد ملی ۲۲۵۶۷۷۰۰۰۳ صادره از دشتستان در ششدانگ یک قطعه زمین مزروعی به مساحت ۱۰۱۸/۶۴ متر مربع پلاک ۱۳۷۰ فرعی از ۹۴ اصلی مفروز و مجزی شده از پلاک ۹۴ اصلی واقع در فارس بخش ۷ حوزه ثبت ملک شــیراز ناحیه یک خریداری از مالک سهم مشاعی خلیل صادقیان و محمد رضا صادقیان و حسین صادقیان و جلیل صادقیان به شماره سند ۶۷۷۰۲ مورخ ۱۳۷۲/۰۲/۱۱دفترخانه ۷۹ شــیراز محرز گردیده است. لذا به منظور اطلاع عموم مراتب در دو نوبت به فاصله ۱۵ روز آگهی می شود در صورتی که اشخاص نسبت به صدور سند مالکیت متقاضی اعتراضی داشته باشند میتوانند از تاریخ انتشار اولین آگهی به مدت دو ماه اعتراض خود را به این اداره تسلیم و پس از اخذ رسید ظرف مدت یک ماه از تاریخ تسلیم اعتراض دادخواست خود را به مراجع قضائی تقدیم نمایند. بدیهی است در صورت انقضای مدت مذکور و عدم وصول اعتراض طبق مقررات سند مالکیت صادر خواهد شد. — [783, 1355, 1114, 1729]
notice-first-date: تاریخ انتشار نوبت اول : ۱۴۰۳/۱۲/۱۳ — [198, 1152, 383, 1168]
notice-body: برابر رای شماره ۱۴۰۳۶۰۳۱۱۰۰۰۸۵۷۳ مورخ ۱۴۰۳/۱۲/۰۲ هیات اول موضوع قانون تعیین تکلیف وضعیت ثبتی اراضی و ساختمانهای فاقد سند رسمی مستقر در واحد ثبتی حوزه ثبت ملک شیراز ناحیه ۱ تصرفات مالکانه بلامعارض متقاضی آقای فرهاد بهمنه فرزند عبدالرضا بشماره شناسنامه ۱۳۵۶۱ و کد ملی ۲۵۴۹۳۱۵۲۷۳ صادره از شیراز در ششدانگ یک قطعه باغ به مساحت ۹۸۸/۵۸ متر مربع پلاک ۱۸۰۳ فرعی از ۴ اصلی مفروز و مجزی شده از پلاک ۴ اصلی واقع در فارس بخش ۷ حوزه ثبت ملک شــیراز ناحیه یک خریداری از مالک سهم مشاعی محمدرضا جاویدخانه زنیانی به شماره سند ۱۵۳۱۰۸ مورخ ۱۳۹۴/۰۷/۱۱ دفترخانه ۵۹ شــیراز محرز گردیده است. لذا به منظور اطلاع عموم مراتب در دو نوبت به فاصله ۱۵ روز آگهی میشــود در صورتی که اشخاص نسبت به صدور سند مالکیت متقاضی اعتراضی داشته باشند میتوانند از تاریخ انتشار اولین آگهی به مدت دو ماه اعتراض خود را به این اداره تسلیم و پس از اخذ رسید ظرف مدت یک ماه از تاریخ تسلیم اعتراض دادخواست خود را به مراجع قضائی تقدیم نمایند. بدیهی است در صورت انقضای مدت مذکور و عدم وصول اعتراض طبق مقررات سند مالکیت صادر خواهد شد. — [52, 774, 383, 1148]
page-number: ۴ — [1472, 49, 1492, 91]
legal-notice — [1137, 695, 1492, 1266]
notice-reference: ۰۵۸۹۴/م الف — [303, 1776, 383, 1791]
notice-first-date: تاریخ انتشار نوبت اول : ۱۴۰۳/۱۲/۱۳ — [198, 571, 383, 586]
notice-second-date: تاریخ انتشار نوبت دوم : ۱۴۰۳/۱۲/۲۸ — [929, 591, 1114, 606]
notice-signature: محسن مظفری نیا –رئیس ثبت اسناد و املاک ناحیه یک شیراز — [418, 2359, 749, 2400]
notice-first-date: تاریخ انتشار نوبت اول : ۱۴۰۳/۱۲/۱۳ — [930, 2295, 1114, 2310]
legal-notice — [39, 1857, 395, 2408]
legal-notice — [771, 1276, 1126, 1847]
notice-signature: محسن مظفری نیا –رئیس ثبت اسناد و املاک ناحیه یک شیراز — [52, 1799, 383, 1840]
notice-first-date: تاریخ انتشار نوبت اول : ۱۴۰۳/۱۲/۱۳ — [564, 2295, 748, 2310]
notice-second-date: تاریخ انتشار نوبت دوم : ۱۴۰۳/۱۲/۲۸ — [929, 1753, 1114, 1768]
notice-second-date: تاریخ انتشار نوبت دوم : ۱۴۰۳/۱۲/۲۸ — [197, 2315, 383, 2330]
page-header — [39, 38, 1492, 110]
notice-signature: محسن مظفری نیا –رئیس ثبت اسناد و املاک ناحیه یک شیراز — [418, 1218, 749, 1259]
issue-date: سه‌شنبه ۱۴۰۳/۱۲/۲۸ — [138, 61, 290, 79]
header-dash — [1417, 68, 1438, 71]
notice-signature: محسن مظفری نیا –رئیس ثبت اسناد و املاک ناحیه یک شیراز — [1149, 1799, 1480, 1840]
legal-notice — [771, 695, 1126, 1266]
notice-reference: ۰۹۲۸/م الف — [1042, 1195, 1114, 1210]
notice-second-date: تاریخ انتشار نوبت دوم : ۱۴۰۳/۱۲/۲۸ — [197, 1172, 383, 1187]
notice-title: آگهی موضوع ماده ۳ قانون و ماده ۱۳ آئین نامه قانون تعیین تکلیف وضعیت ثبتی و اراضی و ساختمانهای فاقد سند رسمی — [56, 706, 377, 765]
notice-title: آگهی موضوع ماده ۳ قانون و ماده ۱۳ آئین نامه قانون تعیین تکلیف وضعیت ثبتی و اراضی و ساختمانهای فاقد سند رسمی — [788, 1288, 1109, 1346]
legal-notice — [39, 1276, 395, 1847]
notice-signature: محسن مظفری نیا –رئیس ثبت اسناد و املاک ناحیه یک شیراز — [783, 1799, 1114, 1840]
notice-first-date: تاریخ انتشار نوبت اول : ۱۴۰۳/۱۲/۱۳ — [930, 1733, 1114, 1749]
notice-title: آگهی موضوع ماده ۳ قانون و ماده ۱۳ آئین نامه قانون تعیین تکلیف وضعیت ثبتی و اراضی و ساختمانهای فاقد سند رسمی — [56, 1869, 377, 1927]
notice-body: برابر رای شــماره ۱۴۰۳۶۰۳۱۱۰۰۰۸۶۱۲ مورخ ۱۴۰۳/۱۲/۰۲ هیات اول موضوع قانون تعیین تکلیف وضعیت ثبتی اراضی و ساختمانهای فاقد سند رسمی مستقر در واحد ثبتی حوزه ثبت ملک شیراز ناحیه۱ تصرفات مالکانه بلامعارض متقاضی آقای حامد حسینی فرزند سید یوسف بشماره شناسنامه ۳۵۵۸ و کد ملی ۲۳۷۱۸۹۰۴۲۷ صادره از مهر در ششدانگ یک قطعه باغ به مساحت ۹۹۹/۵۲ متر مربع پلاک ۱۷۹۷ فرعی از ۴ اصلی مفروز و مجزی شده از پلاک ۴اصلی واقع در فارس بخش ۷ حوزه ثبت ملک شــیراز ناحیه یک خریداری از مالک سهم مشاعی محمد رضا جاوید خانه زنیانی به شماره سند ۱۵۳۴۶۵ مورخ ۱۳۹۴/۰۹/۱۰ دفترخانه ۵۹ شیراز محرز گردیده است. لذا به منظور اطلاع عموم مراتب در دو نوبت به فاصله ۱۵ روز آگهی می شــود در صورتی که اشخاص نسبت به صدور سند مالکیت متقاضی اعتراضی داشته باشند میتوانند از تاریخ انتشار اولین آگهی به مدت دو ماه اعتراض خود را به این اداره تسلیم و پس از اخذ رسید ظرف مدت یک ماه از تاریخ تسلیم اعتراض دادخواست خود را به مراجع قضائی تقدیم نمایند. بدیهی است در صورت انقضای مدت مذکور و عدم وصول اعتراض طبق مقررات سند مالکیت صادر خواهد شد. — [417, 193, 749, 547]
notice-second-date: تاریخ انتشار نوبت دوم : ۱۴۰۳/۱۲/۲۸ — [1294, 1753, 1479, 1768]
notice-second-date: تاریخ انتشار نوبت دوم : ۱۴۰۳/۱۲/۲۸ — [197, 591, 383, 606]
